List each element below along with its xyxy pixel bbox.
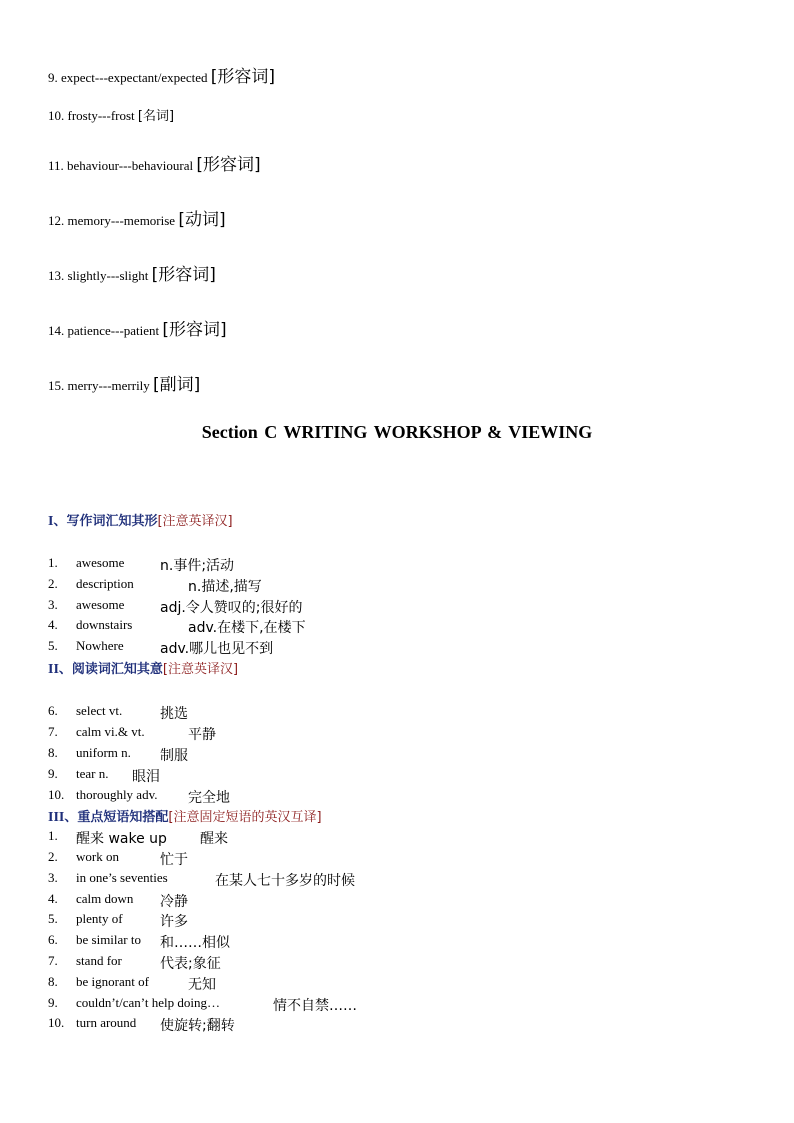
- derivation-item: 13. slightly---slight [形容词]: [48, 265, 216, 285]
- document-page: 9. expect---expectant/expected [形容词] 10. frosty---frost [名词] 11. behaviour---behavioural [形容词] 12. memory---memorise [动词] 13. slightly---slight [形容词] 14. patience---patient [形容词] 15. merry---merrily [副词] Section C WRITING WORKSHOP & VIEWING I、写作词汇知其形[注意英译汉] 1. awesome n.事件;活动 2. description n.描述,描写 3. awesome adj.令人赞叹的;很好的 4. downstairs adv.在楼下,在楼下 5. Nowhere adv.哪儿也见不到 II、阅读词汇知其意[注意英译汉] 6. select vt. 挑选 7. calm vi.& vt. 平静 8. uniform n. 制服 9. tear n. 眼泪 10. thoroughly adv. 完全地 III、重点短语知搭配[注意固定短语的英汉互译] 1. 醒来 wake up 醒来 2. work on 忙于 3. in one’s seventies 在某人七十多岁的时候 4. calm down 冷静 5. plenty of 许多 6. be similar to 和……相似 7. stand for 代表;象征 8. be ignorant of 无知 9. couldn’t/can’t help doing… 情不自禁…… 10. turn around 使旋转;翻转: [0, 0, 794, 1123]
- section-title: Section C WRITING WORKSHOP & VIEWING: [201, 422, 593, 442]
- derivation-item: 14. patience---patient [形容词]: [48, 320, 227, 340]
- derivation-item: 12. memory---memorise [动词]: [48, 210, 226, 230]
- derivation-item: 9. expect---expectant/expected [形容词]: [48, 67, 276, 87]
- derivation-item: 15. merry---merrily [副词]: [48, 375, 201, 395]
- part1-heading: I、写作词汇知其形[注意英译汉]: [48, 514, 233, 529]
- derivation-item: 11. behaviour---behavioural [形容词]: [48, 155, 261, 175]
- part2-heading: II、阅读词汇知其意[注意英译汉]: [48, 662, 239, 677]
- part3-heading: III、重点短语知搭配[注意固定短语的英汉互译]: [48, 810, 322, 825]
- derivation-item: 10. frosty---frost [名词]: [48, 108, 175, 124]
